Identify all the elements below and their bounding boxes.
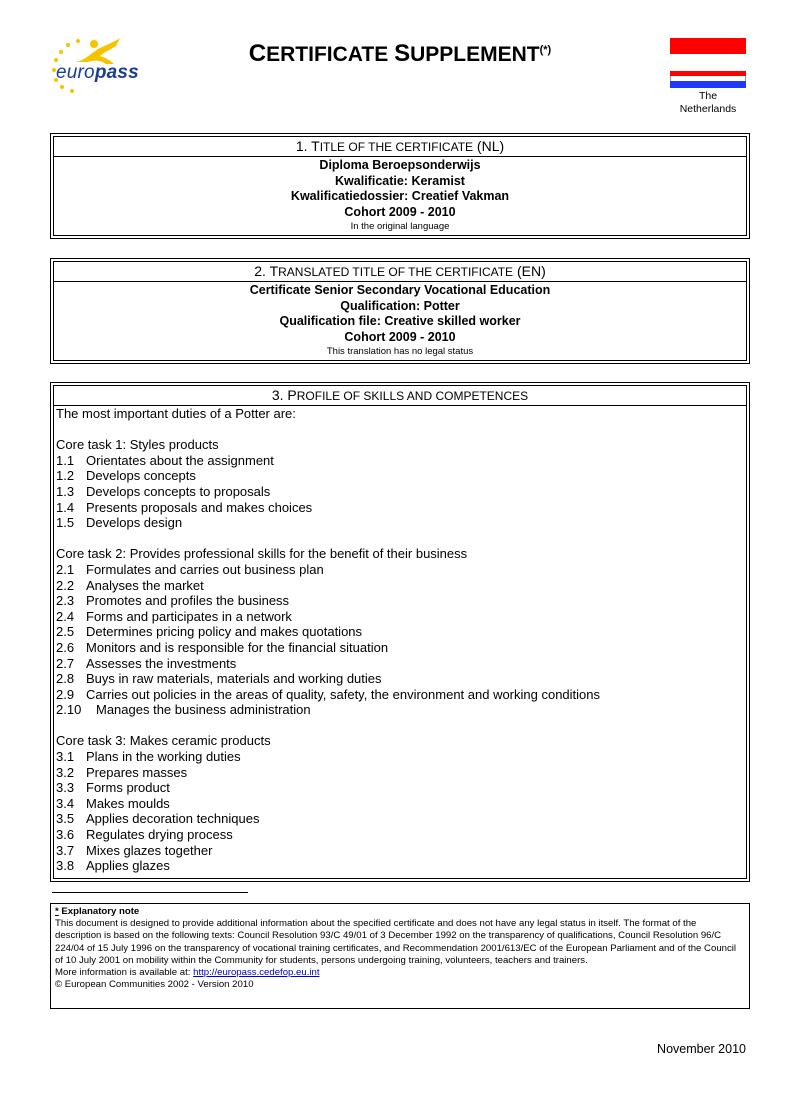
list-item: 1.1 Orientates about the assignment <box>56 452 274 468</box>
list-item: 1.2 Develops concepts <box>56 468 196 484</box>
core-task-title: Core task 3: Makes ceramic products <box>56 733 271 749</box>
core-task-title: Core task 1: Styles products <box>56 437 219 453</box>
document-date: November 2010 <box>657 1042 746 1056</box>
list-item: 2.2 Analyses the market <box>56 577 204 593</box>
section-heading: 3. PROFILE OF SKILLS AND COMPETENCES <box>54 386 746 406</box>
title-line: Certificate Senior Secondary Vocational Education <box>249 283 551 297</box>
section-heading: 2. TRANSLATED TITLE OF THE CERTIFICATE (EN) <box>54 262 746 282</box>
europass-link[interactable]: http://europass.cedefop.eu.int <box>193 967 320 979</box>
section-note: In the original language <box>350 221 450 232</box>
list-item: 2.1 Formulates and carries out business plan <box>56 561 324 577</box>
list-item: 3.5 Applies decoration techniques <box>56 811 260 827</box>
page-title: CERTIFICATE SUPPLEMENT(*) <box>248 40 552 67</box>
title-line: Kwalificatiedossier: Creatief Vakman <box>290 189 510 203</box>
footnote-divider <box>52 892 248 893</box>
list-item: 1.4 Presents proposals and makes choices <box>56 499 313 515</box>
list-item: 3.7 Mixes glazes together <box>56 842 213 858</box>
list-item: 3.4 Makes moulds <box>56 795 170 811</box>
europass-wordmark: europass <box>56 62 139 83</box>
list-item: 2.4 Forms and participates in a network <box>56 608 292 624</box>
more-info: More information is available at: http://europass.cedefop.eu.int <box>55 967 320 979</box>
title-line: Qualification file: Creative skilled worker <box>279 314 521 328</box>
list-item: 2.6 Monitors and is responsible for the financial situation <box>56 639 389 655</box>
copyright: © European Communities 2002 - Version 2010 <box>55 979 254 991</box>
section-title-translated <box>50 258 750 364</box>
list-item: 2.3 Promotes and profiles the business <box>56 593 290 609</box>
section-heading: 1. TITLE OF THE CERTIFICATE (NL) <box>54 137 746 157</box>
list-item: 2.5 Determines pricing policy and makes quotations <box>56 624 363 640</box>
list-item: 3.3 Forms product <box>56 780 170 796</box>
section-note: This translation has no legal status <box>326 346 474 357</box>
list-item: 3.1 Plans in the working duties <box>56 749 241 765</box>
list-item: 3.8 Applies glazes <box>56 858 170 874</box>
list-item: 2.7 Assesses the investments <box>56 655 237 671</box>
list-item: 1.3 Develops concepts to proposals <box>56 483 271 499</box>
list-item: 3.6 Regulates drying process <box>56 827 233 843</box>
profile-list <box>54 406 746 874</box>
list-item: 2.10 Manages the business administration <box>56 702 311 718</box>
title-line: Qualification: Potter <box>340 298 460 313</box>
list-item: 2.8 Buys in raw materials, materials and working duties <box>56 671 382 687</box>
list-item: 2.9 Carries out policies in the areas of quality, safety, the environment and working conditions <box>56 686 601 702</box>
explanatory-note <box>50 903 750 1009</box>
explanatory-title: * Explanatory note <box>55 906 140 917</box>
title-line: Kwalificatie: Keramist <box>335 173 465 188</box>
flag-top-bar <box>670 38 746 54</box>
title-line: Cohort 2009 - 2010 <box>344 329 456 344</box>
netherlands-flag <box>670 71 746 89</box>
title-line: Cohort 2009 - 2010 <box>344 204 456 219</box>
profile-intro: The most important duties of a Potter are: <box>56 406 296 421</box>
section-profile <box>50 382 750 882</box>
title-line: Diploma Beroepsonderwijs <box>319 158 481 172</box>
list-item: 1.5 Develops design <box>56 515 183 531</box>
country-label: The Netherlands <box>679 90 737 115</box>
core-task-title: Core task 2: Provides professional skills for the benefit of their business <box>56 546 468 562</box>
explanatory-body: This document is designed to provide additional information about the specified certificate and does not have any legal status in itself. The format of the description is based on the following texts: Council Resolution 93/C 49/01 of 3 December 1992 on the transparency of qualifications, Council Resolution 96/C 224/04 of 15 July 1996 on the transparency of vocational training certificates, and Recommendation 2001/613/EC of the European Parliament and of the Council of 10 July 2001 on mobility within the Community for students, persons undergoing training, volunteers, teachers and trainers. <box>55 918 737 966</box>
section-title-original <box>50 133 750 239</box>
list-item: 3.2 Prepares masses <box>56 764 188 780</box>
